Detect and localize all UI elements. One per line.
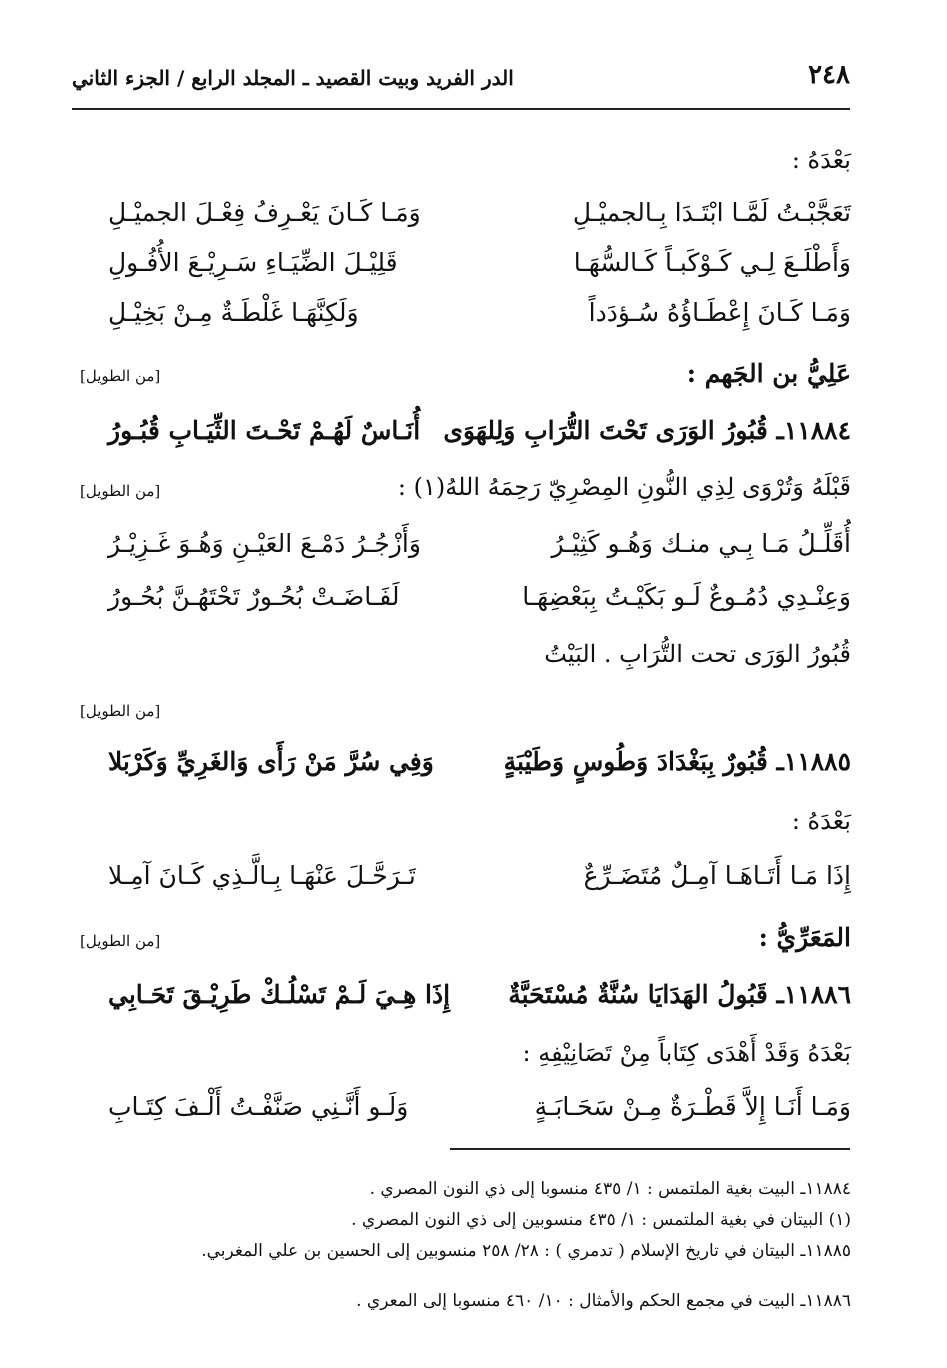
verse-second-hemistich: وَفِي سُرَّ مَنْ رَأَى وَالغَرِيِّ وَكَرْبَلا	[108, 747, 434, 776]
verse-first-hemistich: أُقَلِّـلُ مَـا بِـي منـك وَهُـو كَثِيْـرُ	[551, 529, 851, 558]
after-label: بَعْدَهُ :	[791, 146, 851, 174]
verse-row-1884	[100, 411, 851, 451]
verse-second-hemistich: وَلَـو أَنَّـنِي صَنَّفْـتُ أَلْـفَ كِتَـابِ	[108, 1092, 409, 1121]
footnote: ١١٨٨٤ـ البيت بغية الملتمس : ١/ ٤٣٥ منسوبا إلى ذي النون المصري .	[369, 1179, 851, 1199]
verse-first-hemistich: وَأَطْلَـعَ لِـي كَـوْكَبـاً كَـالسُّهَـا	[573, 248, 851, 277]
verse-second-hemistich: وَمَـا كَـانَ يَعْـرِفُ فِعْـلَ الجميْـلِ	[108, 198, 421, 227]
footnote: ١١٨٨٦ـ البيت في مجمع الحكم والأمثال : ١٠/ ٤٦٠ منسوبا إلى المعري .	[356, 1291, 851, 1311]
verse-row	[100, 1087, 851, 1127]
after-label: بَعْدَهُ :	[791, 807, 851, 835]
verse-row-1885	[100, 742, 851, 782]
footnote: ١١٨٨٥ـ البيتان في تاريخ الإسلام ( تدمري ) : ٢٨/ ٢٥٨ منسوبين إلى الحسين بن علي المغربي.	[201, 1241, 851, 1261]
verse-row	[100, 577, 851, 617]
page-header	[72, 58, 850, 106]
verse-first-hemistich: إِذَا مَـا أَتَـاهَـا آمِـلٌ مُتَضَـرِّعٌ	[583, 861, 851, 890]
verse-second-hemistich: لَفَـاضَـتْ بُحُـورٌ تَحْتَهُـنَّ بُحُـورُ	[108, 582, 400, 611]
page-number: ٢٤٨	[808, 60, 850, 90]
verse-row	[100, 524, 851, 564]
verse-second-hemistich: إِذَا هِـيَ لَـمْ تَسْلُـكْ طَرِيْـقَ تَحَـابِي	[108, 980, 451, 1009]
verse-second-hemistich: قَلِيْـلَ الضِّيَـاءِ سَـرِيْـعَ الأُفُـولِ	[108, 248, 398, 277]
poet-name: عَلِيُّ بن الجَهم :	[686, 359, 851, 388]
verse-first-hemistich: تَعَجَّبْـتُ لَمَّـا ابْتَـدَا بِـالجميْـلِ	[572, 198, 851, 227]
verse-first-hemistich: ١١٨٨٦ـ قَبُولُ الهَدَايَا سُنَّةٌ مُسْتَحَبَّةٌ	[508, 980, 851, 1009]
verse-second-hemistich: أُنَـاسٌ لَهُـمْ تَحْـتَ الثِّيَـابِ قُبُـورُ	[108, 416, 421, 445]
meter-label: [من الطويل]	[80, 367, 161, 385]
footnote: (١) البيتان في بغية الملتمس : ١/ ٤٣٥ منسوبين إلى ذي النون المصري .	[351, 1210, 851, 1230]
verse-first-hemistich: ١١٨٨٤ـ قُبُورُ الوَرَى تَحْتَ التُّرَابِ وَلِلهَوَى	[443, 416, 851, 445]
verse-second-hemistich: وَأَزْجُـرُ دَمْـعَ العَيْـنِ وَهُـوَ غَـزِيْـرُ	[108, 529, 421, 558]
verse-first-hemistich: ١١٨٨٥ـ قُبُورٌ بِبَغْدَادَ وَطُوسٍ وَطَيْبَةٍ	[503, 747, 851, 776]
header-rule	[72, 108, 850, 110]
verse-row	[100, 856, 851, 896]
footnote-rule	[450, 1148, 850, 1150]
verse-second-hemistich: تَـرَحَّـلَ عَنْهَـا بِـالَّـذِي كَـانَ آمِـلا	[108, 861, 416, 890]
verse-first-hemistich: وَمَـا أَنَـا إِلاَّ قَطْـرَةٌ مِـنْ سَحَـابَـةٍ	[534, 1092, 851, 1121]
verse-second-hemistich: وَلَكِنَّهَـا غَلْطَـةٌ مِـنْ بَخِيْـلِ	[108, 298, 359, 327]
verse-row	[100, 293, 851, 333]
meter-label: [من الطويل]	[80, 482, 161, 500]
verse-reference: قُبُورُ الوَرَى تحت التُّرَابِ . البَيْتُ	[544, 640, 851, 668]
after-note: بَعْدَهُ وَقَدْ أَهْدَى كِتَاباً مِنْ تَصَانِيْفِهِ :	[522, 1039, 851, 1067]
running-title: الدر الفريد وبيت القصيد ـ المجلد الرابع / الجزء الثاني	[72, 66, 514, 90]
verse-row	[100, 193, 851, 233]
before-note: قَبْلَهُ وَتُرْوَى لِذِي النُّونِ المِصْرِيّ رَحِمَهُ اللهُ(١) :	[397, 473, 851, 501]
poet-name: المَعَرِّيُّ :	[758, 923, 851, 952]
meter-label: [من الطويل]	[80, 702, 161, 720]
verse-row-1886	[100, 975, 851, 1015]
meter-label: [من الطويل]	[80, 932, 161, 950]
verse-row	[100, 243, 851, 283]
verse-first-hemistich: وَمَـا كَـانَ إِعْطَـاؤُهُ سُـؤدَداً	[588, 298, 851, 327]
verse-first-hemistich: وَعِنْـدِي دُمُـوعٌ لَـو بَكَيْـتُ بِبَعْضِهَـا	[522, 582, 851, 611]
